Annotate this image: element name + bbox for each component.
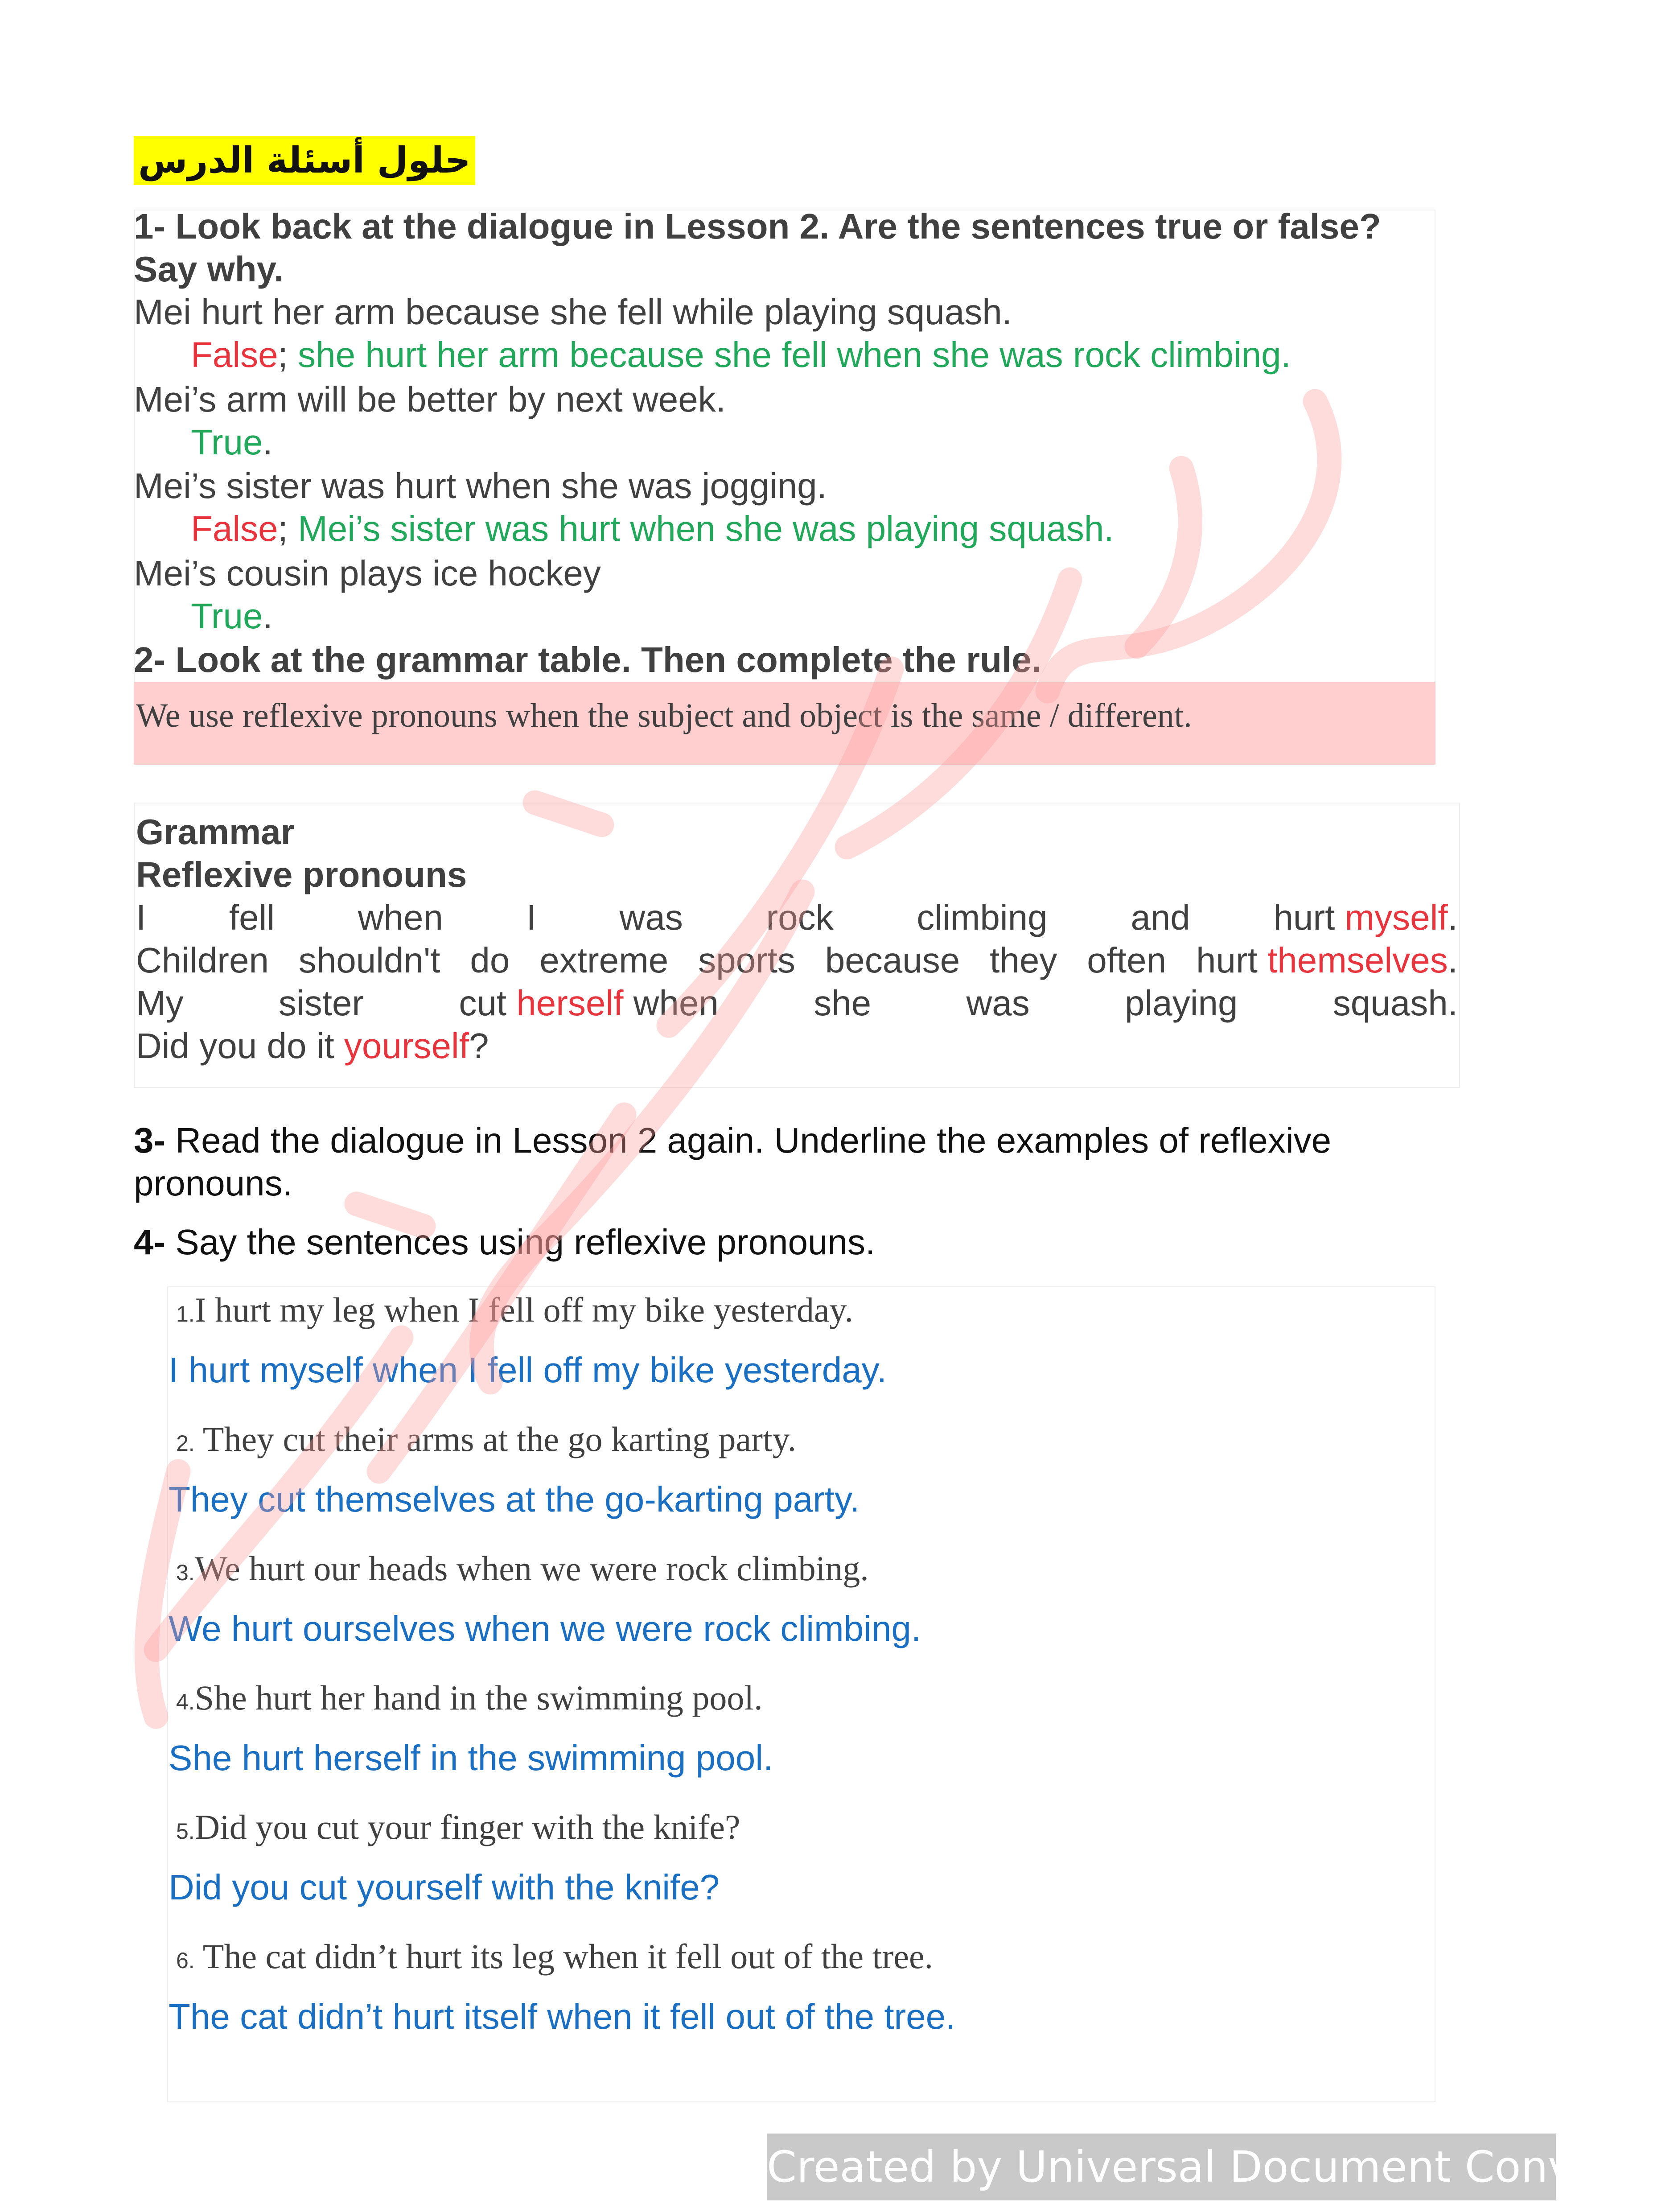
word: My	[136, 983, 184, 1023]
question-text: She hurt her hand in the swimming pool.	[194, 1678, 763, 1717]
q4-question-4	[176, 1677, 763, 1723]
item-number: 6.	[176, 1948, 195, 1973]
word: climbing	[917, 898, 1048, 937]
reflexive-pronoun: myself	[1345, 898, 1448, 937]
q4-answer-1: I hurt myself when I fell off my bike yesterday.	[169, 1350, 887, 1390]
verdict: False	[191, 335, 278, 375]
item-number: 3.	[176, 1560, 195, 1585]
q4-answer-4: She hurt herself in the swimming pool.	[169, 1738, 773, 1778]
q4-question-6	[176, 1935, 933, 1982]
q1-statement-4: Mei’s cousin plays ice hockey	[134, 553, 601, 593]
item-number: 2.	[176, 1431, 195, 1456]
word: and	[1131, 898, 1190, 937]
question-text: They cut their arms at the go karting party.	[194, 1420, 797, 1458]
q4-answer-6: The cat didn’t hurt itself when it fell out of the tree.	[169, 1997, 956, 2036]
word: hurt	[1196, 940, 1268, 980]
word: extreme	[539, 940, 669, 980]
reason: Mei’s sister was hurt when she was playing squash.	[288, 509, 1114, 548]
question-text: Did you cut your finger with the knife?	[194, 1808, 740, 1846]
verdict: False	[191, 509, 278, 548]
word: she	[814, 983, 872, 1023]
grammar-example-3	[136, 982, 1458, 1025]
q4-answer-2: They cut themselves at the go-karting party.	[169, 1479, 860, 1519]
word: ?	[469, 1026, 489, 1066]
grammar-example-2: Children shouldn't do extreme sports because they often hurt themselves.	[136, 939, 1458, 982]
word: hurt	[1273, 898, 1345, 937]
separator: ;	[278, 509, 288, 548]
item-number: 5.	[176, 1819, 195, 1844]
word: fell	[229, 898, 275, 937]
reflexive-pronoun: herself	[516, 983, 624, 1023]
word: Children	[136, 940, 269, 980]
q3-text: Read the dialogue in Lesson 2 again. Underline the examples of reflexive	[165, 1120, 1332, 1160]
word: shouldn't	[298, 940, 440, 980]
q1-statement-1: Mei hurt her arm because she fell while playing squash.	[134, 292, 1012, 332]
q4-heading	[134, 1221, 875, 1264]
word: cut	[459, 983, 517, 1023]
word: sports	[698, 940, 795, 980]
page-title: حلول أسئلة الدرس	[134, 136, 475, 185]
reason: she hurt her arm because she fell when she was rock climbing.	[288, 335, 1291, 375]
item-number: 1.	[176, 1302, 195, 1326]
separator: .	[263, 422, 273, 462]
word: playing	[1125, 983, 1238, 1023]
word: often	[1087, 940, 1167, 980]
verdict: True	[191, 596, 263, 636]
item-number: 4.	[176, 1689, 195, 1714]
word: when	[358, 898, 444, 937]
q1-heading-line1: 1- Look back at the dialogue in Lesson 2. Are the sentences true or false?	[134, 206, 1381, 246]
verdict: True	[191, 422, 263, 462]
q1-answer-3	[191, 507, 1114, 550]
q4-number: 4-	[134, 1222, 166, 1262]
q1-answer-1	[191, 334, 1291, 376]
q2-heading: 2- Look at the grammar table. Then complete the rule.	[134, 640, 1041, 680]
q1-statement-3: Mei’s sister was hurt when she was jogging.	[134, 466, 827, 506]
word: because	[825, 940, 960, 980]
q3-number: 3-	[134, 1120, 166, 1160]
separator: ;	[278, 335, 288, 375]
word: I	[136, 898, 146, 937]
question-text: I hurt my leg when I fell off my bike yesterday.	[194, 1290, 853, 1329]
word: sister	[278, 983, 364, 1023]
q4-text: Say the sentences using reflexive pronouns.	[165, 1222, 876, 1262]
word: was	[619, 898, 683, 937]
rule-text: We use reflexive pronouns when the subject and object is the same / different.	[136, 697, 1192, 734]
word: they	[990, 940, 1057, 980]
q1-answer-4	[191, 595, 273, 638]
word: squash.	[1333, 983, 1458, 1023]
q4-question-5	[176, 1806, 740, 1853]
reflexive-pronoun: yourself	[344, 1026, 469, 1066]
grammar-title: Grammar	[136, 812, 295, 852]
q3-line2: pronouns.	[134, 1163, 292, 1203]
q3-line1	[134, 1119, 1331, 1162]
q1-answer-2	[191, 421, 273, 464]
word: Did you do it	[136, 1026, 344, 1066]
q1-heading-line2: Say why.	[134, 249, 284, 289]
q4-answer-5: Did you cut yourself with the knife?	[169, 1867, 720, 1907]
question-text: The cat didn’t hurt its leg when it fell out of the tree.	[194, 1937, 934, 1976]
converter-footer: Created by Universal Document Converter	[767, 2134, 1556, 2200]
word: do	[470, 940, 510, 980]
word: I	[526, 898, 536, 937]
grammar-example-1: I fell when I was rock climbing and hurt myself.	[136, 896, 1458, 939]
q1-statement-2: Mei’s arm will be better by next week.	[134, 379, 726, 419]
q4-question-1	[176, 1289, 853, 1335]
separator: .	[263, 596, 273, 636]
grammar-subtitle: Reflexive pronouns	[136, 855, 467, 894]
q4-question-2	[176, 1418, 796, 1465]
word: was	[966, 983, 1030, 1023]
q4-answer-3: We hurt ourselves when we were rock climbing.	[169, 1609, 921, 1648]
question-text: We hurt our heads when we were rock climbing.	[194, 1549, 869, 1588]
q4-question-3	[176, 1547, 869, 1594]
reflexive-pronoun: themselves	[1267, 940, 1448, 980]
word: when	[633, 983, 719, 1023]
grammar-example-4	[136, 1025, 489, 1067]
word: rock	[766, 898, 834, 937]
